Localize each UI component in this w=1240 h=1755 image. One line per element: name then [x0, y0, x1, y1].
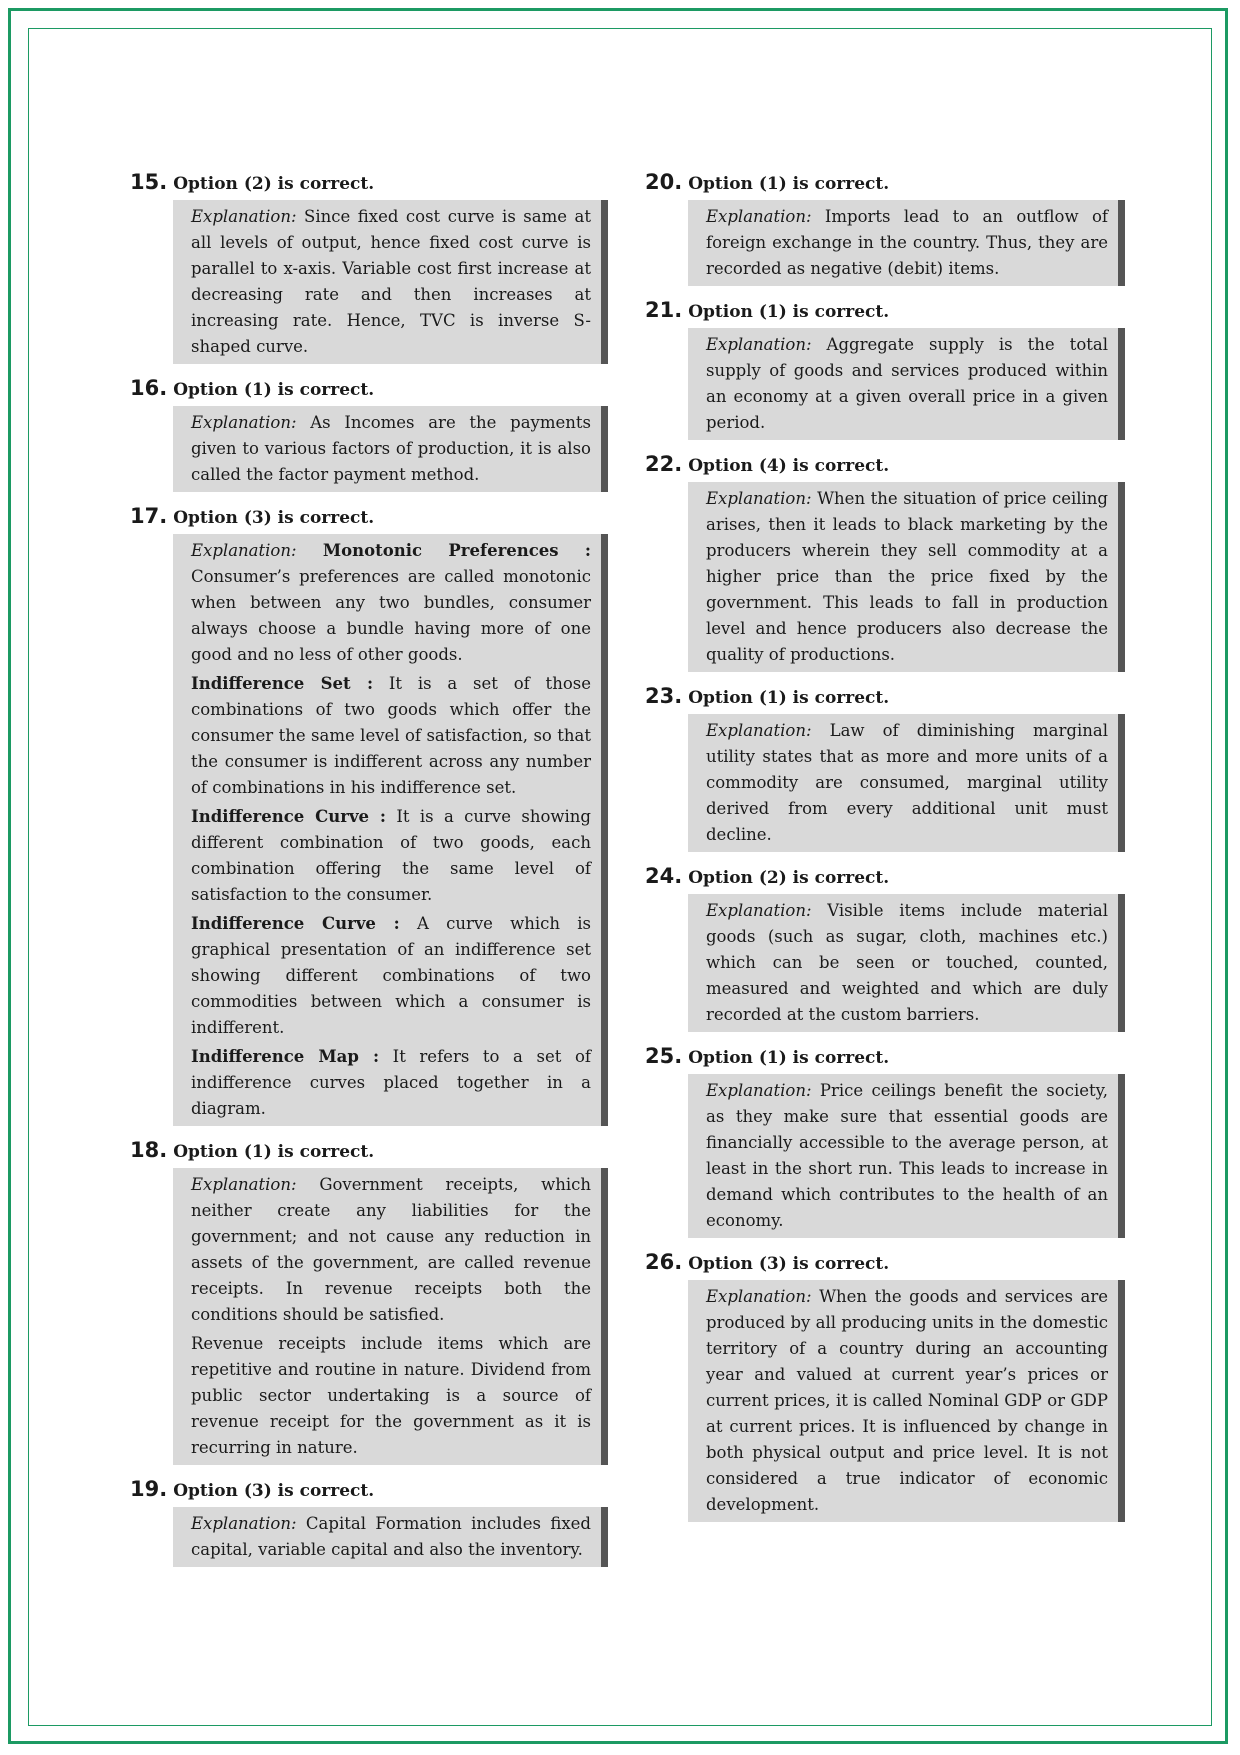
explanation-text: Since fixed cost curve is same at all levels of output, hence fixed cost curve is parallel to x-axis. Variable cost first increase at decreasing rate and then increases at increasing rate. Hence, TVC is inverse S-shaped curve.	[191, 207, 591, 356]
question-number: 26.	[645, 1250, 683, 1274]
explanation-paragraph	[191, 538, 591, 668]
explanation-box	[688, 328, 1125, 440]
answer-heading	[645, 1250, 1125, 1274]
answer-item	[645, 864, 1125, 1032]
answer-heading	[130, 1138, 608, 1162]
question-number: 15.	[130, 170, 168, 194]
answer-item	[645, 452, 1125, 672]
explanation-paragraph	[191, 911, 591, 1041]
answer-item	[130, 504, 608, 1126]
explanation-text: When the goods and services are produced by all producing units in the domestic territory of a country during an accounting year and valued at current year’s prices or current prices, it is called Nominal GDP or GDP at current prices. It is influenced by change in both physical output and price level. It is not considered a true indicator of economic development.	[706, 1287, 1108, 1514]
explanation-paragraph	[706, 486, 1108, 668]
explanation-paragraph	[191, 204, 591, 360]
explanation-text: Imports lead to an outflow of foreign exchange in the country. Thus, they are recorded as negative (debit) items.	[706, 207, 1108, 278]
question-number: 19.	[130, 1477, 168, 1501]
left-column	[130, 170, 608, 1579]
explanation-paragraph	[706, 898, 1108, 1028]
term-heading: Indifference Curve :	[191, 807, 387, 826]
answer-heading	[645, 864, 1125, 888]
answer-item	[645, 1044, 1125, 1238]
question-number: 17.	[130, 504, 168, 528]
explanation-box	[173, 1507, 608, 1567]
explanation-text: Aggregate supply is the total supply of goods and services produced within an economy at a given overall price in a given period.	[706, 335, 1108, 432]
answer-heading	[645, 452, 1125, 476]
correct-option: Option (3) is correct.	[173, 1481, 375, 1501]
answer-item	[645, 1250, 1125, 1522]
answer-heading	[645, 298, 1125, 322]
answer-heading	[645, 684, 1125, 708]
explanation-paragraph	[706, 718, 1108, 848]
question-number: 22.	[645, 452, 683, 476]
explanation-box	[688, 1280, 1125, 1522]
answer-item	[645, 170, 1125, 286]
explanation-paragraph	[706, 1078, 1108, 1234]
correct-option: Option (4) is correct.	[688, 456, 890, 476]
explanation-paragraph	[191, 410, 591, 488]
explanation-paragraph	[706, 204, 1108, 282]
explanation-text: Price ceilings benefit the society, as they make sure that essential goods are financially accessible to the average person, at least in the short run. This leads to increase in demand which contributes to the health of an economy.	[706, 1081, 1108, 1230]
explanation-text: Law of diminishing marginal utility states that as more and more units of a commodity are consumed, marginal utility derived from every additional unit must decline.	[706, 721, 1108, 844]
answer-heading	[130, 504, 608, 528]
answer-item	[645, 684, 1125, 852]
correct-option: Option (1) is correct.	[688, 302, 890, 322]
explanation-label: Explanation:	[191, 541, 297, 560]
answer-item	[130, 376, 608, 492]
explanation-text: Capital Formation includes fixed capital, variable capital and also the inventory.	[191, 1514, 591, 1559]
explanation-text: Government receipts, which neither create any liabilities for the government; and not cause any reduction in assets of the government, are called revenue receipts. In revenue receipts both the conditions should be satisfied.	[191, 1175, 591, 1324]
question-number: 20.	[645, 170, 683, 194]
explanation-label: Explanation:	[706, 207, 812, 226]
correct-option: Option (1) is correct.	[688, 174, 890, 194]
explanation-box	[173, 406, 608, 492]
answer-heading	[130, 376, 608, 400]
correct-option: Option (1) is correct.	[688, 1048, 890, 1068]
explanation-box	[688, 1074, 1125, 1238]
term-heading: Indifference Set :	[191, 674, 374, 693]
explanation-text: It is a set of those combinations of two goods which offer the consumer the same level of satisfaction, so that the consumer is indifferent across any number of combinations in his indifference set.	[191, 674, 591, 797]
explanation-box	[688, 894, 1125, 1032]
explanation-label: Explanation:	[706, 1081, 812, 1100]
explanation-text: It is a curve showing different combination of two goods, each combination offering the same level of satisfaction to the consumer.	[191, 807, 591, 904]
answer-heading	[130, 1477, 608, 1501]
explanation-text: A curve which is graphical presentation of an indifference set showing different combinations of two commodities between which a consumer is indifferent.	[191, 914, 591, 1037]
explanation-box	[688, 482, 1125, 672]
explanation-paragraph	[191, 1511, 591, 1563]
explanation-text: It refers to a set of indifference curves placed together in a diagram.	[191, 1047, 591, 1118]
answer-heading	[130, 170, 608, 194]
term-heading: Indifference Map :	[191, 1047, 380, 1066]
explanation-text: Consumer’s preferences are called monotonic when between any two bundles, consumer always choose a bundle having more of one good and no less of other goods.	[191, 567, 591, 664]
correct-option: Option (2) is correct.	[688, 868, 890, 888]
correct-option: Option (3) is correct.	[688, 1254, 890, 1274]
correct-option: Option (3) is correct.	[173, 508, 375, 528]
explanation-box	[173, 534, 608, 1126]
explanation-label: Explanation:	[191, 413, 297, 432]
correct-option: Option (1) is correct.	[173, 380, 375, 400]
explanation-label: Explanation:	[191, 1514, 297, 1533]
answer-item	[130, 1138, 608, 1465]
explanation-text: Visible items include material goods (such as sugar, cloth, machines etc.) which can be seen or touched, counted, measured and weighted and which are duly recorded at the custom barriers.	[706, 901, 1108, 1024]
question-number: 21.	[645, 298, 683, 322]
explanation-paragraph	[706, 1284, 1108, 1518]
explanation-box	[173, 1168, 608, 1465]
explanation-label: Explanation:	[706, 1287, 812, 1306]
correct-option: Option (1) is correct.	[688, 688, 890, 708]
explanation-paragraph	[191, 1172, 591, 1328]
explanation-label: Explanation:	[706, 335, 812, 354]
explanation-text: When the situation of price ceiling arises, then it leads to black marketing by the producers wherein they sell commodity at a higher price than the price fixed by the government. This leads to fall in production level and hence producers also decrease the quality of productions.	[706, 489, 1108, 664]
explanation-text: Revenue receipts include items which are repetitive and routine in nature. Dividend from public sector undertaking is a source of revenue receipt for the government as it is recurring in nature.	[191, 1334, 591, 1457]
explanation-box	[173, 200, 608, 364]
question-number: 24.	[645, 864, 683, 888]
answer-item	[130, 170, 608, 364]
question-number: 18.	[130, 1138, 168, 1162]
explanation-label: Explanation:	[706, 901, 812, 920]
question-number: 25.	[645, 1044, 683, 1068]
correct-option: Option (2) is correct.	[173, 174, 375, 194]
explanation-label: Explanation:	[706, 721, 812, 740]
explanation-paragraph	[706, 332, 1108, 436]
answer-item	[645, 298, 1125, 440]
answer-item	[130, 1477, 608, 1567]
term-heading: Indifference Curve :	[191, 914, 400, 933]
explanation-box	[688, 714, 1125, 852]
term-heading: Monotonic Preferences :	[296, 541, 591, 560]
answer-heading	[645, 1044, 1125, 1068]
right-column	[645, 170, 1125, 1534]
explanation-label: Explanation:	[191, 207, 297, 226]
explanation-paragraph	[191, 804, 591, 908]
explanation-label: Explanation:	[706, 489, 812, 508]
explanation-label: Explanation:	[191, 1175, 297, 1194]
explanation-paragraph	[191, 1331, 591, 1461]
question-number: 23.	[645, 684, 683, 708]
explanation-box	[688, 200, 1125, 286]
question-number: 16.	[130, 376, 168, 400]
answer-heading	[645, 170, 1125, 194]
explanation-text: As Incomes are the payments given to various factors of production, it is also called the factor payment method.	[191, 413, 591, 484]
explanation-paragraph	[191, 671, 591, 801]
correct-option: Option (1) is correct.	[173, 1142, 375, 1162]
explanation-paragraph	[191, 1044, 591, 1122]
